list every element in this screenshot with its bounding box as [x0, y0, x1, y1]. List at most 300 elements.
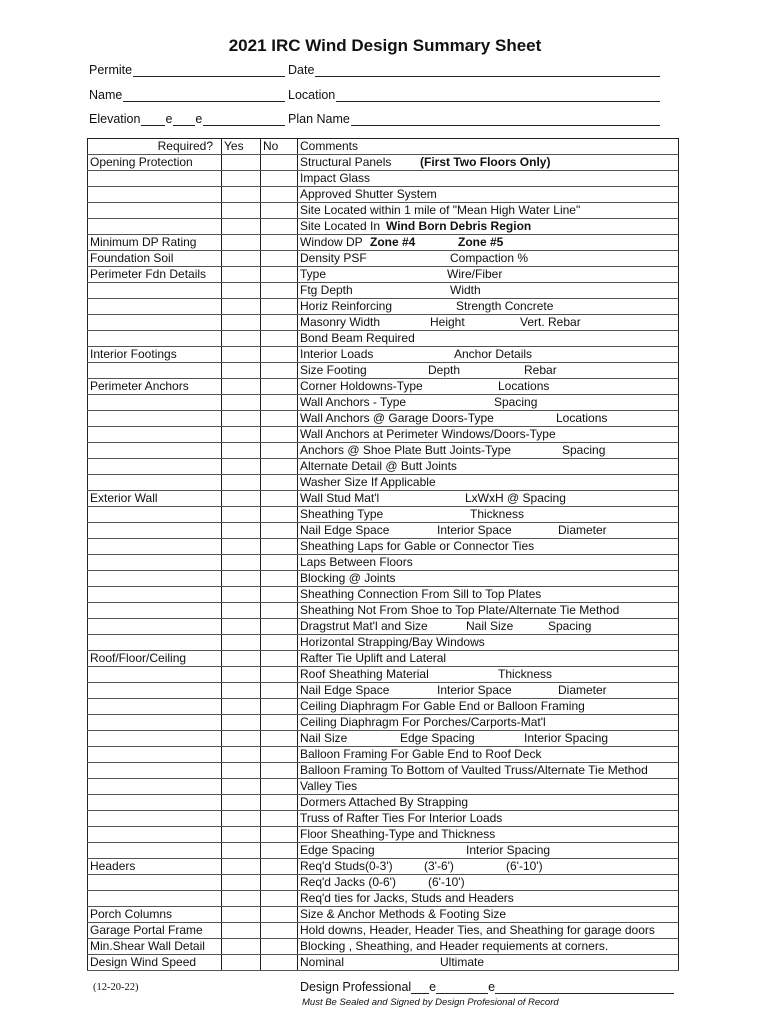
- no-cell[interactable]: [261, 411, 298, 427]
- yes-cell[interactable]: [222, 571, 261, 587]
- comment-text: (6'-10'): [506, 859, 543, 873]
- comment-text: Diameter: [558, 683, 607, 697]
- yes-cell[interactable]: [222, 395, 261, 411]
- comment-cell: [298, 155, 679, 171]
- page-title: 2021 IRC Wind Design Summary Sheet: [228, 36, 542, 55]
- comment-text: Edge Spacing: [400, 731, 475, 745]
- yes-cell[interactable]: [222, 699, 261, 715]
- no-cell[interactable]: [261, 347, 298, 363]
- comment-cell: [298, 923, 679, 939]
- comment-cell: [298, 907, 679, 923]
- yes-cell[interactable]: [222, 283, 261, 299]
- comment-text: Dormers Attached By Strapping: [300, 795, 469, 809]
- category-label: [88, 507, 222, 523]
- comment-text: Interior Spacing: [524, 731, 609, 745]
- category-label: [88, 747, 222, 763]
- comment-text: Zone #5: [458, 235, 504, 249]
- comment-cell: [298, 891, 679, 907]
- no-cell[interactable]: [261, 443, 298, 459]
- table-row: [88, 507, 679, 523]
- category-label: [88, 779, 222, 795]
- comment-text: Strength Concrete: [456, 299, 554, 313]
- comment-text: Ftg Depth: [300, 283, 353, 297]
- yes-cell[interactable]: [222, 955, 261, 971]
- table-row: [88, 155, 679, 171]
- comment-cell: [298, 475, 679, 491]
- category-label: [88, 619, 222, 635]
- location-field[interactable]: [288, 88, 660, 102]
- no-cell[interactable]: [261, 267, 298, 283]
- table-row: [88, 363, 679, 379]
- no-cell[interactable]: [261, 395, 298, 411]
- yes-cell[interactable]: [222, 795, 261, 811]
- yes-cell[interactable]: [222, 667, 261, 683]
- no-cell[interactable]: [261, 475, 298, 491]
- yes-cell[interactable]: [222, 523, 261, 539]
- comment-cell: [298, 651, 679, 667]
- table-row: [88, 795, 679, 811]
- comment-text: Density PSF: [300, 251, 367, 265]
- table-row: [88, 427, 679, 443]
- comment-cell: [298, 603, 679, 619]
- yes-cell[interactable]: [222, 363, 261, 379]
- yes-cell[interactable]: [222, 267, 261, 283]
- no-cell[interactable]: [261, 651, 298, 667]
- comment-text: Balloon Framing To Bottom of Vaulted Truss/Alternate Tie Method: [300, 763, 648, 777]
- yes-cell[interactable]: [222, 635, 261, 651]
- comment-cell: [298, 219, 679, 235]
- no-cell[interactable]: [261, 731, 298, 747]
- category-label: [88, 795, 222, 811]
- category-label: [88, 459, 222, 475]
- comment-text: Structural Panels: [300, 155, 392, 169]
- comment-text: Sheathing Connection From Sill to Top Plates: [300, 587, 542, 601]
- comment-text: Spacing: [548, 619, 592, 633]
- comment-text: Blocking , Sheathing, and Header requiements at corners.: [300, 939, 609, 953]
- comment-text: Impact Glass: [300, 171, 371, 185]
- yes-cell[interactable]: [222, 427, 261, 443]
- category-label: Exterior Wall: [88, 491, 222, 507]
- no-cell[interactable]: [261, 187, 298, 203]
- permit-field[interactable]: [89, 63, 285, 77]
- comment-text: Hold downs, Header, Header Ties, and Sheathing for garage doors: [300, 923, 655, 937]
- no-cell[interactable]: [261, 779, 298, 795]
- table-header-row: [88, 139, 679, 155]
- yes-cell[interactable]: [222, 491, 261, 507]
- yes-cell[interactable]: [222, 251, 261, 267]
- no-cell[interactable]: [261, 603, 298, 619]
- yes-cell[interactable]: [222, 347, 261, 363]
- comment-text: Nominal: [300, 955, 345, 969]
- yes-cell[interactable]: [222, 651, 261, 667]
- table-row: [88, 299, 679, 315]
- comment-text: Blocking @ Joints: [300, 571, 396, 585]
- comment-text: Alternate Detail @ Butt Joints: [300, 459, 457, 473]
- comment-text: Balloon Framing For Gable End to Roof Deck: [300, 747, 542, 761]
- category-label: [88, 635, 222, 651]
- yes-cell[interactable]: [222, 779, 261, 795]
- table-row: [88, 219, 679, 235]
- comment-cell: [298, 395, 679, 411]
- yes-cell[interactable]: [222, 475, 261, 491]
- yes-cell[interactable]: [222, 315, 261, 331]
- comment-cell: [298, 187, 679, 203]
- no-cell[interactable]: [261, 619, 298, 635]
- no-cell[interactable]: [261, 331, 298, 347]
- yes-cell[interactable]: [222, 747, 261, 763]
- plan-name-line: [351, 113, 660, 126]
- design-mark-2: e: [488, 980, 496, 994]
- name-label: Name: [89, 88, 123, 102]
- elevation-field[interactable]: [89, 112, 285, 126]
- yes-cell[interactable]: [222, 299, 261, 315]
- comment-text: Wall Anchors at Perimeter Windows/Doors-Type: [300, 427, 556, 441]
- comment-cell: [298, 763, 679, 779]
- table-row: [88, 411, 679, 427]
- comment-text: Site Located In: [300, 219, 381, 233]
- no-cell[interactable]: [261, 955, 298, 971]
- comment-text: Width: [450, 283, 481, 297]
- no-cell[interactable]: [261, 907, 298, 923]
- name-line: [123, 89, 285, 102]
- no-cell[interactable]: [261, 251, 298, 267]
- comment-cell: [298, 251, 679, 267]
- comment-text: Ultimate: [440, 955, 485, 969]
- yes-cell[interactable]: [222, 219, 261, 235]
- table-row: [88, 619, 679, 635]
- comment-cell: [298, 699, 679, 715]
- no-cell[interactable]: [261, 827, 298, 843]
- comment-text: (6'-10'): [428, 875, 465, 889]
- comment-cell: [298, 795, 679, 811]
- no-cell[interactable]: [261, 539, 298, 555]
- yes-cell[interactable]: [222, 171, 261, 187]
- no-cell[interactable]: [261, 283, 298, 299]
- category-label: Roof/Floor/Ceiling: [88, 651, 222, 667]
- yes-cell[interactable]: [222, 507, 261, 523]
- comment-cell: [298, 571, 679, 587]
- comment-text: Interior Space: [437, 523, 512, 537]
- category-label: [88, 363, 222, 379]
- no-cell[interactable]: [261, 571, 298, 587]
- table-row: [88, 811, 679, 827]
- table-row: [88, 747, 679, 763]
- comment-cell: [298, 203, 679, 219]
- seal-note: Must Be Sealed and Signed by Design Profesional of Record: [302, 997, 559, 1008]
- no-cell[interactable]: [261, 683, 298, 699]
- comment-text: Req'd Jacks (0-6'): [300, 875, 396, 889]
- category-label: [88, 827, 222, 843]
- comment-cell: [298, 955, 679, 971]
- comment-text: Req'd ties for Jacks, Studs and Headers: [300, 891, 514, 905]
- no-cell[interactable]: [261, 315, 298, 331]
- no-cell[interactable]: [261, 587, 298, 603]
- no-cell[interactable]: [261, 923, 298, 939]
- category-label: [88, 811, 222, 827]
- category-label: Min.Shear Wall Detail: [88, 939, 222, 955]
- comment-text: Size & Anchor Methods & Footing Size: [300, 907, 507, 921]
- category-label: [88, 443, 222, 459]
- comment-text: Wall Stud Mat'l: [300, 491, 380, 505]
- category-label: Perimeter Anchors: [88, 379, 222, 395]
- comment-text: Spacing: [494, 395, 538, 409]
- comment-cell: [298, 731, 679, 747]
- comment-cell: [298, 315, 679, 331]
- comment-text: Interior Space: [437, 683, 512, 697]
- comment-text: Sheathing Not From Shoe to Top Plate/Alternate Tie Method: [300, 603, 620, 617]
- table-row: [88, 827, 679, 843]
- no-cell[interactable]: [261, 795, 298, 811]
- no-cell[interactable]: [261, 219, 298, 235]
- no-cell[interactable]: [261, 859, 298, 875]
- yes-cell[interactable]: [222, 907, 261, 923]
- comment-cell: [298, 507, 679, 523]
- no-cell[interactable]: [261, 555, 298, 571]
- comment-cell: [298, 667, 679, 683]
- yes-cell[interactable]: [222, 731, 261, 747]
- no-cell[interactable]: [261, 811, 298, 827]
- table-row: [88, 763, 679, 779]
- design-professional-line: [495, 981, 674, 994]
- yes-cell[interactable]: [222, 715, 261, 731]
- table-row: [88, 539, 679, 555]
- comment-text: Compaction %: [450, 251, 529, 265]
- yes-cell[interactable]: [222, 923, 261, 939]
- permit-line: [133, 64, 285, 77]
- table-row: [88, 203, 679, 219]
- comment-text: Sheathing Type: [300, 507, 384, 521]
- elevation-label: Elevation: [89, 112, 141, 126]
- category-label: [88, 331, 222, 347]
- comment-text: Nail Edge Space: [300, 523, 390, 537]
- no-header: No: [261, 139, 298, 155]
- no-cell[interactable]: [261, 891, 298, 907]
- comment-cell: [298, 299, 679, 315]
- no-cell[interactable]: [261, 203, 298, 219]
- comment-text: Wind Born Debris Region: [386, 219, 532, 233]
- location-line: [336, 89, 660, 102]
- table-row: [88, 571, 679, 587]
- comment-text: Sheathing Laps for Gable or Connector Ties: [300, 539, 535, 553]
- table-row: [88, 587, 679, 603]
- comment-text: Nail Size: [300, 731, 348, 745]
- comment-cell: [298, 811, 679, 827]
- comment-text: Laps Between Floors: [300, 555, 413, 569]
- category-label: Design Wind Speed: [88, 955, 222, 971]
- yes-cell[interactable]: [222, 203, 261, 219]
- comment-text: Locations: [498, 379, 550, 393]
- no-cell[interactable]: [261, 699, 298, 715]
- comment-text: Type: [300, 267, 327, 281]
- no-cell[interactable]: [261, 747, 298, 763]
- comment-cell: [298, 843, 679, 859]
- table-row: [88, 651, 679, 667]
- yes-cell[interactable]: [222, 187, 261, 203]
- comment-text: Req'd Studs(0-3'): [300, 859, 393, 873]
- name-field[interactable]: [89, 88, 285, 102]
- category-label: [88, 395, 222, 411]
- no-cell[interactable]: [261, 427, 298, 443]
- table-row: [88, 443, 679, 459]
- category-label: [88, 523, 222, 539]
- yes-cell[interactable]: [222, 859, 261, 875]
- category-label: [88, 683, 222, 699]
- comment-text: Diameter: [558, 523, 607, 537]
- category-label: Opening Protection: [88, 155, 222, 171]
- yes-cell[interactable]: [222, 891, 261, 907]
- wind-design-table: [87, 138, 679, 971]
- table-row: [88, 923, 679, 939]
- yes-cell[interactable]: [222, 379, 261, 395]
- comment-text: Size Footing: [300, 363, 367, 377]
- comment-text: Truss of Rafter Ties For Interior Loads: [300, 811, 503, 825]
- comment-text: Wire/Fiber: [447, 267, 503, 281]
- no-cell[interactable]: [261, 363, 298, 379]
- yes-cell[interactable]: [222, 939, 261, 955]
- comment-cell: [298, 555, 679, 571]
- yes-cell[interactable]: [222, 875, 261, 891]
- category-label: [88, 427, 222, 443]
- comment-text: Horizontal Strapping/Bay Windows: [300, 635, 485, 649]
- table-row: [88, 523, 679, 539]
- comment-cell: [298, 875, 679, 891]
- comment-text: Corner Holdowns-Type: [300, 379, 423, 393]
- no-cell[interactable]: [261, 763, 298, 779]
- yes-cell[interactable]: [222, 843, 261, 859]
- category-label: [88, 299, 222, 315]
- comment-text: Depth: [428, 363, 461, 377]
- date-field[interactable]: [288, 63, 660, 77]
- yes-cell[interactable]: [222, 763, 261, 779]
- comment-text: Wall Anchors - Type: [300, 395, 407, 409]
- yes-cell[interactable]: [222, 827, 261, 843]
- comment-text: Roof Sheathing Material: [300, 667, 429, 681]
- comment-text: Anchors @ Shoe Plate Butt Joints-Type: [300, 443, 511, 457]
- table-row: [88, 251, 679, 267]
- category-label: [88, 843, 222, 859]
- table-row: [88, 187, 679, 203]
- design-mark-1: e: [429, 980, 437, 994]
- category-label: [88, 539, 222, 555]
- yes-cell[interactable]: [222, 555, 261, 571]
- no-cell[interactable]: [261, 155, 298, 171]
- comment-text: Anchor Details: [454, 347, 533, 361]
- comment-cell: [298, 363, 679, 379]
- no-cell[interactable]: [261, 235, 298, 251]
- category-label: Porch Columns: [88, 907, 222, 923]
- design-professional-label: Design Professional: [300, 980, 412, 994]
- category-label: Garage Portal Frame: [88, 923, 222, 939]
- comment-cell: [298, 635, 679, 651]
- table-row: [88, 667, 679, 683]
- comment-cell: [298, 459, 679, 475]
- no-cell[interactable]: [261, 379, 298, 395]
- comment-text: Floor Sheathing-Type and Thickness: [300, 827, 496, 841]
- yes-cell[interactable]: [222, 603, 261, 619]
- no-cell[interactable]: [261, 507, 298, 523]
- table-row: [88, 843, 679, 859]
- yes-cell[interactable]: [222, 459, 261, 475]
- comment-text: Rebar: [524, 363, 557, 377]
- comment-cell: [298, 491, 679, 507]
- comment-cell: [298, 331, 679, 347]
- comment-text: Site Located within 1 mile of "Mean High Water Line": [300, 203, 581, 217]
- comment-text: Thickness: [470, 507, 525, 521]
- comment-cell: [298, 619, 679, 635]
- required-header: Required?: [88, 139, 222, 155]
- yes-cell[interactable]: [222, 539, 261, 555]
- yes-cell[interactable]: [222, 619, 261, 635]
- comment-text: Interior Spacing: [466, 843, 551, 857]
- table-row: [88, 331, 679, 347]
- table-row: [88, 859, 679, 875]
- table-row: [88, 235, 679, 251]
- category-label: [88, 763, 222, 779]
- no-cell[interactable]: [261, 715, 298, 731]
- yes-header: Yes: [222, 139, 261, 155]
- elevation-mark-2: e: [195, 112, 203, 126]
- no-cell[interactable]: [261, 459, 298, 475]
- table-row: [88, 779, 679, 795]
- category-label: [88, 587, 222, 603]
- yes-cell[interactable]: [222, 443, 261, 459]
- category-label: [88, 315, 222, 331]
- comment-cell: [298, 939, 679, 955]
- design-professional-field[interactable]: [300, 980, 674, 994]
- yes-cell[interactable]: [222, 235, 261, 251]
- elevation-line: [203, 113, 285, 126]
- comment-cell: [298, 539, 679, 555]
- category-label: [88, 283, 222, 299]
- no-cell[interactable]: [261, 523, 298, 539]
- date-line: [315, 64, 660, 77]
- table-row: [88, 715, 679, 731]
- plan-name-field[interactable]: [288, 112, 660, 126]
- table-row: [88, 683, 679, 699]
- comment-text: (3'-6'): [424, 859, 454, 873]
- category-label: [88, 715, 222, 731]
- yes-cell[interactable]: [222, 811, 261, 827]
- category-label: Headers: [88, 859, 222, 875]
- elevation-mark-1: e: [165, 112, 173, 126]
- table-row: [88, 283, 679, 299]
- no-cell[interactable]: [261, 875, 298, 891]
- comment-text: Rafter Tie Uplift and Lateral: [300, 651, 447, 665]
- comment-text: Spacing: [562, 443, 606, 457]
- yes-cell[interactable]: [222, 587, 261, 603]
- table-row: [88, 395, 679, 411]
- no-cell[interactable]: [261, 635, 298, 651]
- comment-text: Ceiling Diaphragm For Gable End or Balloon Framing: [300, 699, 585, 713]
- no-cell[interactable]: [261, 843, 298, 859]
- no-cell[interactable]: [261, 667, 298, 683]
- yes-cell[interactable]: [222, 155, 261, 171]
- no-cell[interactable]: [261, 491, 298, 507]
- comment-text: Bond Beam Required: [300, 331, 415, 345]
- no-cell[interactable]: [261, 299, 298, 315]
- comment-cell: [298, 859, 679, 875]
- comment-cell: [298, 235, 679, 251]
- yes-cell[interactable]: [222, 331, 261, 347]
- comment-cell: [298, 411, 679, 427]
- table-row: [88, 955, 679, 971]
- yes-cell[interactable]: [222, 411, 261, 427]
- category-label: [88, 411, 222, 427]
- yes-cell[interactable]: [222, 683, 261, 699]
- no-cell[interactable]: [261, 171, 298, 187]
- category-label: [88, 571, 222, 587]
- no-cell[interactable]: [261, 939, 298, 955]
